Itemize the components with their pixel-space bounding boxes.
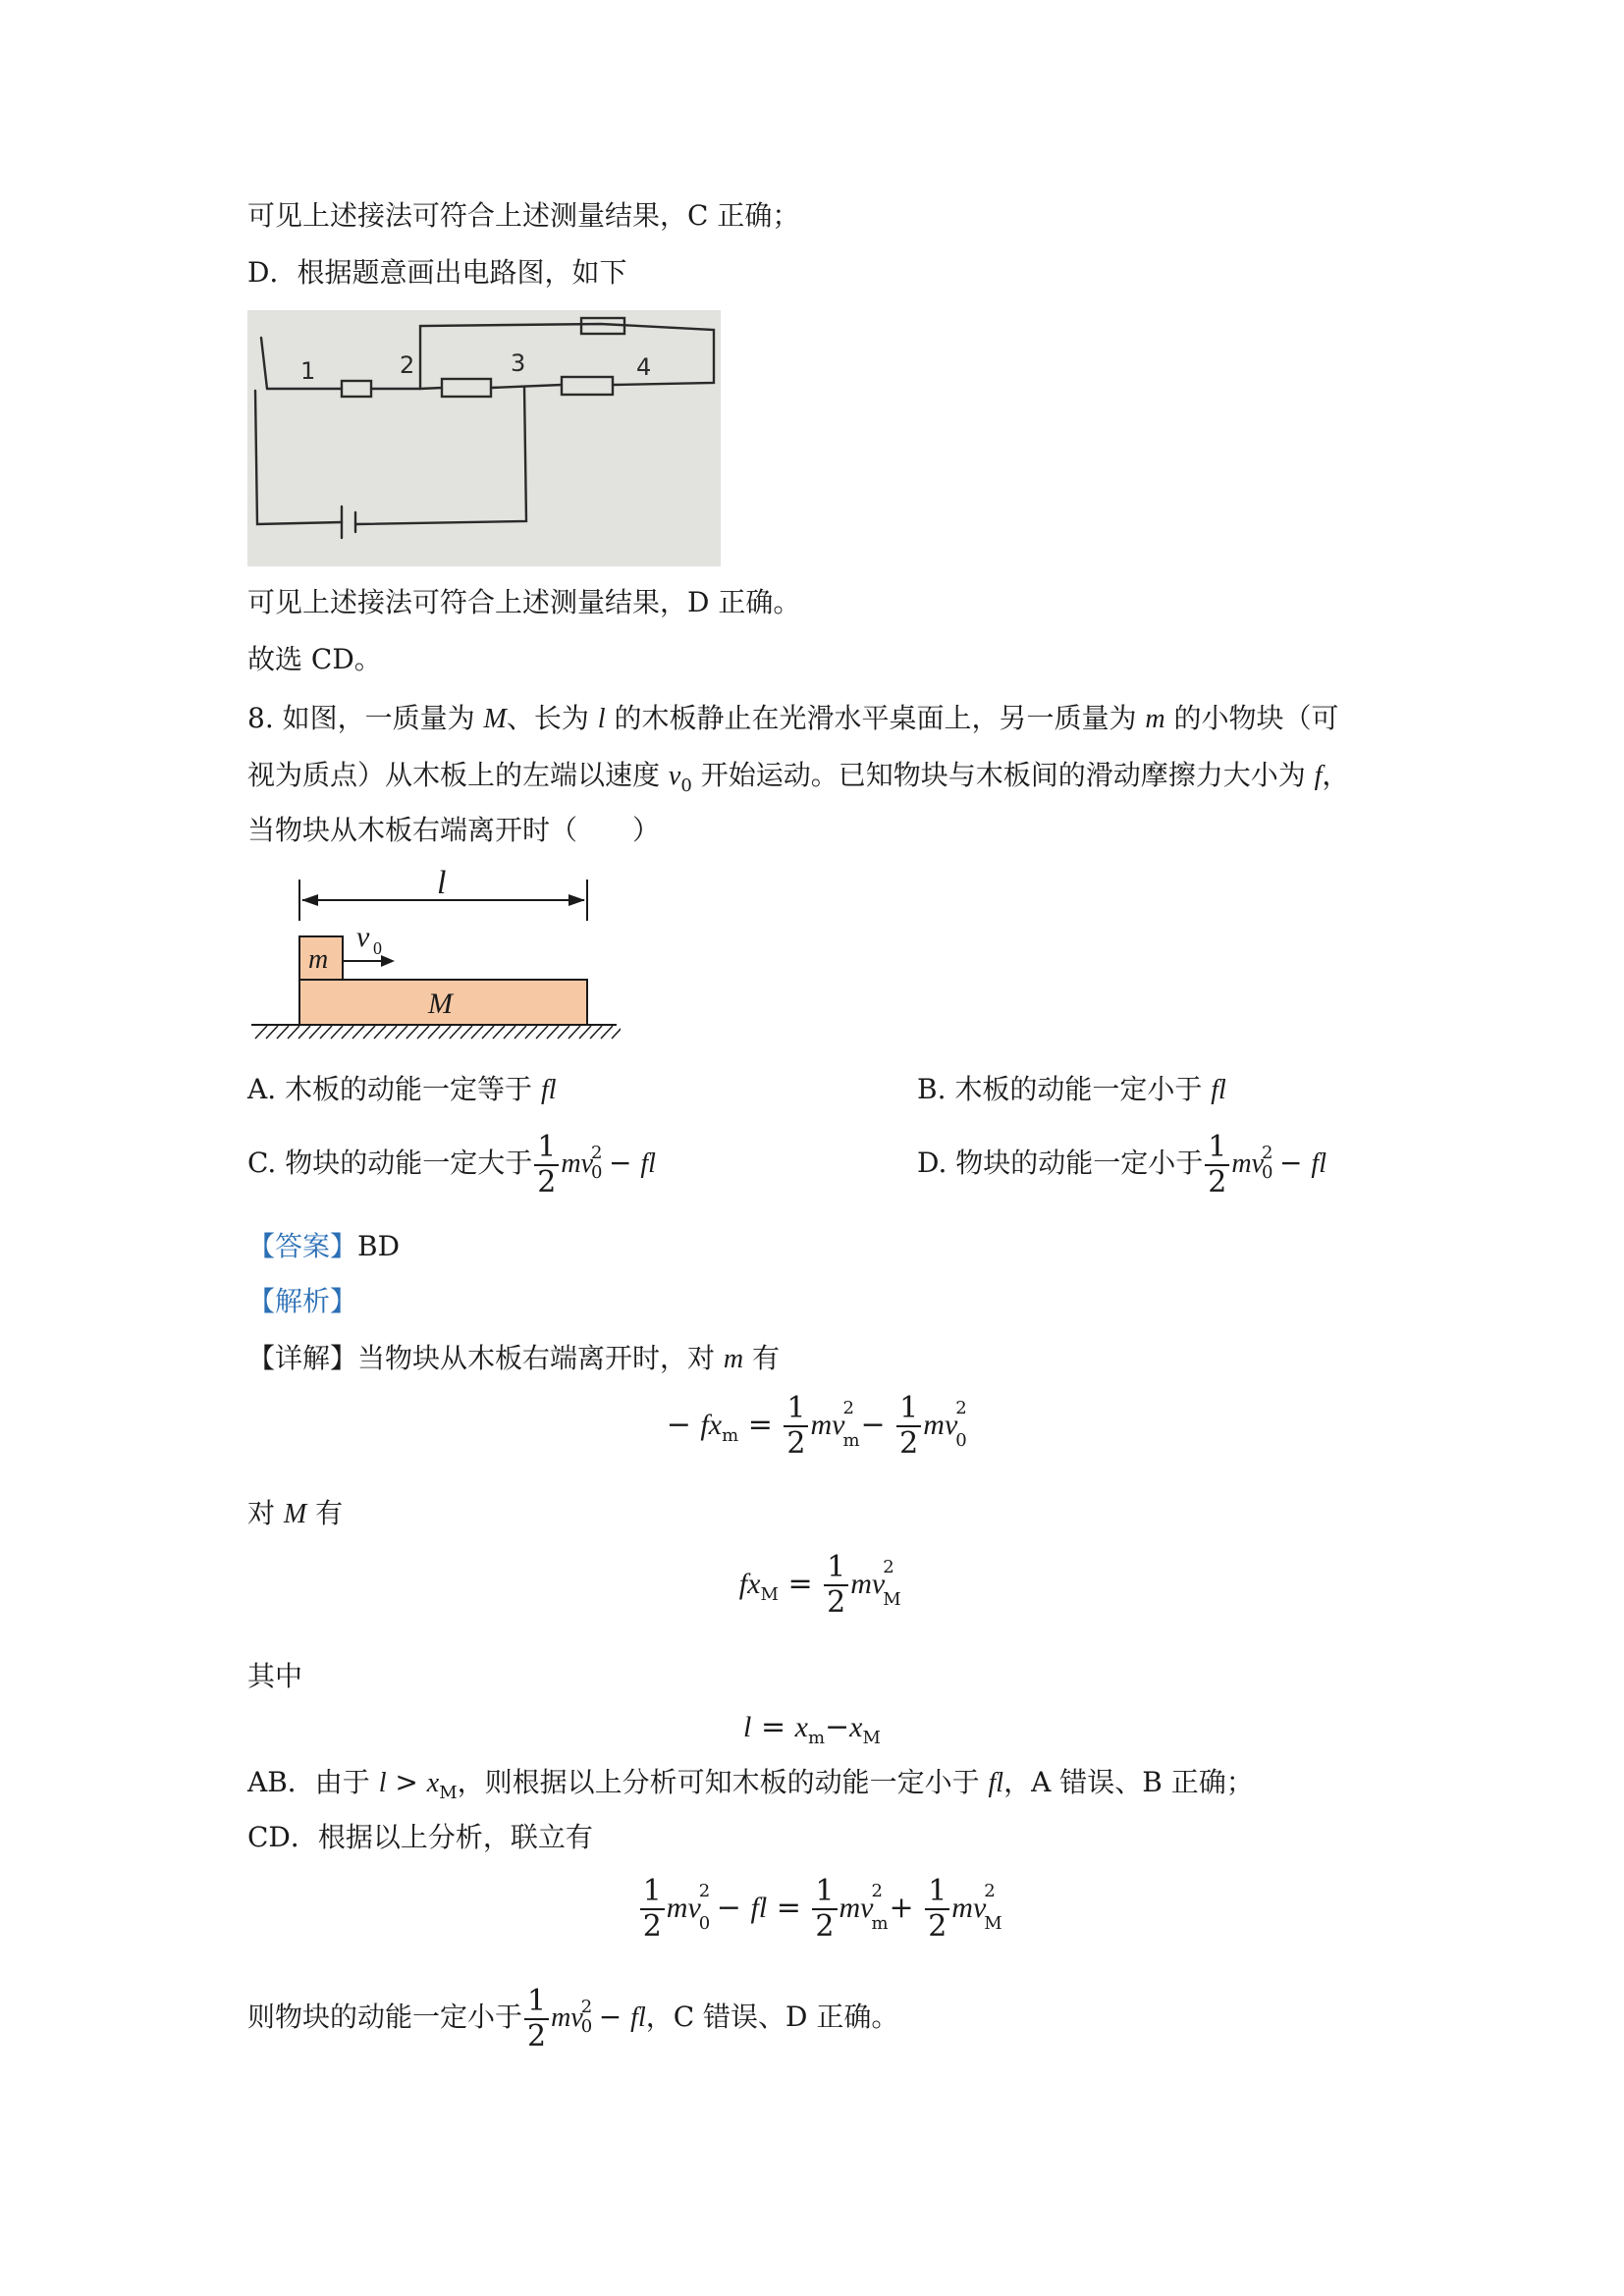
- ground-hatch: [482, 1026, 494, 1039]
- ground-hatch: [439, 1026, 451, 1039]
- analysis-line: 【解析】: [247, 1285, 358, 1317]
- ground-hatch: [579, 1026, 591, 1039]
- circuit-photo: [247, 310, 721, 566]
- equation-4: $\frac{1}{2}$ mv 2 0 − fl = $\frac{1}{2}$ mv 2 m + $\frac{1}{2}$ mv 2 M: [0, 1877, 1624, 1942]
- ground-hatch: [493, 1026, 505, 1039]
- text-line: 可见上述接法可符合上述测量结果，D 正确。: [247, 586, 801, 618]
- block-board-figure: [247, 866, 621, 1052]
- ground-hatch: [568, 1026, 580, 1039]
- ground-hatch: [277, 1026, 289, 1039]
- option-b[interactable]: B. 木板的动能一定小于 fl: [917, 1073, 1226, 1105]
- ground-hatch: [601, 1026, 613, 1039]
- equation-3: $l = x_m-x_M$: [743, 1710, 881, 1748]
- answer-line: [247, 1227, 400, 1266]
- velocity-subscript: 0: [373, 938, 382, 958]
- ground-hatch: [590, 1026, 602, 1039]
- detail-line: 【详解】当物块从木板右端离开时，对 m 有: [247, 1342, 781, 1374]
- board-label: M: [428, 988, 453, 1020]
- ground-hatch: [536, 1026, 548, 1039]
- node-label: 1: [300, 357, 316, 385]
- ground-hatch: [396, 1026, 407, 1039]
- ground-hatch: [309, 1026, 321, 1039]
- ground-hatch: [255, 1026, 267, 1039]
- circuit-drawing: [247, 310, 721, 566]
- ground-hatch: [417, 1026, 429, 1039]
- velocity-label: v: [356, 921, 370, 953]
- node-label: 2: [400, 351, 415, 379]
- text-line: AB．由于 $l > x_M$，则根据以上分析可知木板的动能一定小于 fl，A 错误、B 正确；: [247, 1766, 1254, 1803]
- equation-1: − $fx_m$ = $\frac{1}{2}$ mv 2 m − $\frac{1}{2}$ mv 2 0: [666, 1391, 967, 1461]
- ground-hatch: [352, 1026, 364, 1039]
- length-label: l: [437, 866, 447, 901]
- answer-tag: 【答案】: [247, 1230, 358, 1262]
- ground-hatch: [612, 1026, 621, 1039]
- ground-hatch: [374, 1026, 386, 1039]
- option-a[interactable]: A. 木板的动能一定等于 fl: [247, 1073, 557, 1105]
- ground-hatch: [406, 1026, 418, 1039]
- ground-hatch: [547, 1026, 559, 1039]
- option-d[interactable]: D. 物块的动能一定小于 $\frac{1}{2}$ mv 2 0 − fl: [917, 1129, 1326, 1200]
- ground-hatch: [331, 1026, 343, 1039]
- question-8: 视为质点）从木板上的左端以速度 $v_0$ 开始运动。已知物块与木板间的滑动摩擦力大小为 f，: [247, 759, 1350, 796]
- text-line: 则物块的动能一定小于 $\frac{1}{2}$ mv 2 0 − fl，C 错误、D 正确。: [247, 1983, 899, 2054]
- ground-hatch: [288, 1026, 299, 1039]
- ground-hatch: [428, 1026, 440, 1039]
- ground-hatch: [514, 1026, 526, 1039]
- option-c[interactable]: C. 物块的动能一定大于 $\frac{1}{2}$ mv 2 0 − fl: [247, 1129, 656, 1200]
- ground-hatch: [450, 1026, 461, 1039]
- text-line: D．根据题意画出电路图，如下: [247, 256, 627, 289]
- ground-hatch: [385, 1026, 397, 1039]
- text-line: 对 M 有: [247, 1497, 344, 1529]
- text-line: 其中: [247, 1660, 303, 1692]
- ground-hatch: [342, 1026, 353, 1039]
- ground-hatch: [460, 1026, 472, 1039]
- equation-2: $fx_M$ = $\frac{1}{2}$ mv 2 M: [738, 1550, 901, 1620]
- ground-hatch: [558, 1026, 569, 1039]
- text-line: 可见上述接法可符合上述测量结果，C 正确；: [247, 199, 800, 232]
- ground-hatch: [471, 1026, 483, 1039]
- ground-hatch: [298, 1026, 310, 1039]
- question-8: 当物块从木板右端离开时（ ）: [247, 814, 661, 846]
- ground-hatch: [320, 1026, 332, 1039]
- text-line: CD．根据以上分析，联立有: [247, 1821, 593, 1853]
- question-8: 8. 如图，一质量为 M、长为 l 的木板静止在光滑水平桌面上，另一质量为 m 的小物块（可: [247, 702, 1339, 734]
- text-line: 故选 CD。: [247, 643, 382, 675]
- ground-hatch: [525, 1026, 537, 1039]
- small-block-label: m: [308, 944, 329, 975]
- node-label: 4: [636, 353, 652, 381]
- block-board-diagram: [247, 866, 621, 1052]
- ground-hatch: [363, 1026, 375, 1039]
- answer-value: BD: [357, 1230, 401, 1262]
- ground-hatch: [266, 1026, 278, 1039]
- node-label: 3: [511, 349, 526, 377]
- ground-hatch: [504, 1026, 515, 1039]
